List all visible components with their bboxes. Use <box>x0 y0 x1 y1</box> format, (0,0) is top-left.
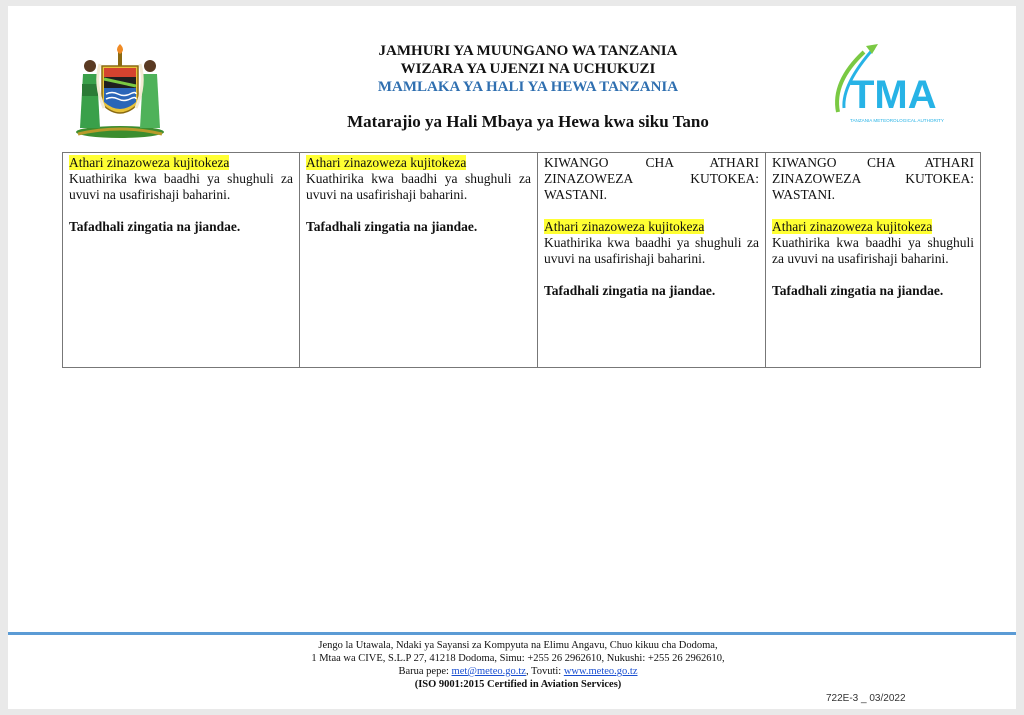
footer-divider <box>8 632 1016 635</box>
tma-logo-icon <box>820 42 950 128</box>
letterhead-titles <box>308 42 748 132</box>
web-label: , Tovuti: <box>525 666 564 677</box>
advice-text: Tafadhali zingatia na jiandae. <box>69 219 241 234</box>
table-row <box>63 153 981 368</box>
impact-text: Kuathirika kwa baadhi ya shughuli za uvuvi na usafirishaji baharini. <box>544 235 759 266</box>
impact-level: KIWANGO CHA ATHARI ZINAZOWEZA KUTOKEA: WASTANI. <box>544 155 759 202</box>
coat-of-arms-icon <box>70 44 170 140</box>
forecast-cell-3 <box>538 153 766 368</box>
agency-title: MAMLAKA YA HALI YA HEWA TANZANIA <box>377 79 679 95</box>
tma-logo-tagline: TANZANIA METEOROLOGICAL AUTHORITY <box>850 118 944 123</box>
ministry-title: WIZARA YA UJENZI NA UCHUKUZI <box>400 61 656 77</box>
impact-heading: Athari zinazoweza kujitokeza <box>306 155 467 170</box>
advice-text: Tafadhali zingatia na jiandae. <box>306 219 478 234</box>
footer-address-line2: 1 Mtaa wa CIVE, S.L.P 27, 41218 Dodoma, Simu: +255 26 2962610, Nukushi: +255 26 2962610, <box>311 653 725 664</box>
footer-contact-line <box>168 665 868 678</box>
advice-text: Tafadhali zingatia na jiandae. <box>772 283 944 298</box>
forecast-table <box>62 152 981 368</box>
footer-address-line1: Jengo la Utawala, Ndaki ya Sayansi za Kompyuta na Elimu Angavu, Chuo kikuu cha Dodoma, <box>318 640 718 651</box>
impact-level: KIWANGO CHA ATHARI ZINAZOWEZA KUTOKEA: WASTANI. <box>772 155 974 202</box>
website-link[interactable]: www.meteo.go.tz <box>563 666 638 677</box>
country-title: JAMHURI YA MUUNGANO WA TANZANIA <box>378 43 678 59</box>
impact-heading: Athari zinazoweza kujitokeza <box>544 219 705 234</box>
impact-text: Kuathirika kwa baadhi ya shughuli za uvuvi na usafirishaji baharini. <box>306 171 531 202</box>
impact-text: Kuathirika kwa baadhi ya shughuli za uvuvi na usafirishaji baharini. <box>772 235 974 266</box>
email-link[interactable]: met@meteo.go.tz <box>451 666 526 677</box>
impact-heading: Athari zinazoweza kujitokeza <box>69 155 230 170</box>
iso-certification: (ISO 9001:2015 Certified in Aviation Services) <box>414 679 622 690</box>
email-label: Barua pepe: <box>398 666 452 677</box>
footer <box>168 639 868 691</box>
forecast-cell-4 <box>766 153 981 368</box>
forecast-cell-1 <box>63 153 300 368</box>
letterhead <box>8 6 1016 146</box>
impact-text: Kuathirika kwa baadhi ya shughuli za uvuvi na usafirishaji baharini. <box>69 171 293 202</box>
advice-text: Tafadhali zingatia na jiandae. <box>544 283 716 298</box>
forecast-cell-2 <box>300 153 538 368</box>
tma-logo-text: TMA <box>850 73 937 117</box>
document-code: 722E-3 _ 03/2022 <box>826 693 906 704</box>
impact-heading: Athari zinazoweza kujitokeza <box>772 219 933 234</box>
document-title: Matarajio ya Hali Mbaya ya Hewa kwa siku Tano <box>347 112 709 131</box>
document-page <box>8 6 1016 709</box>
